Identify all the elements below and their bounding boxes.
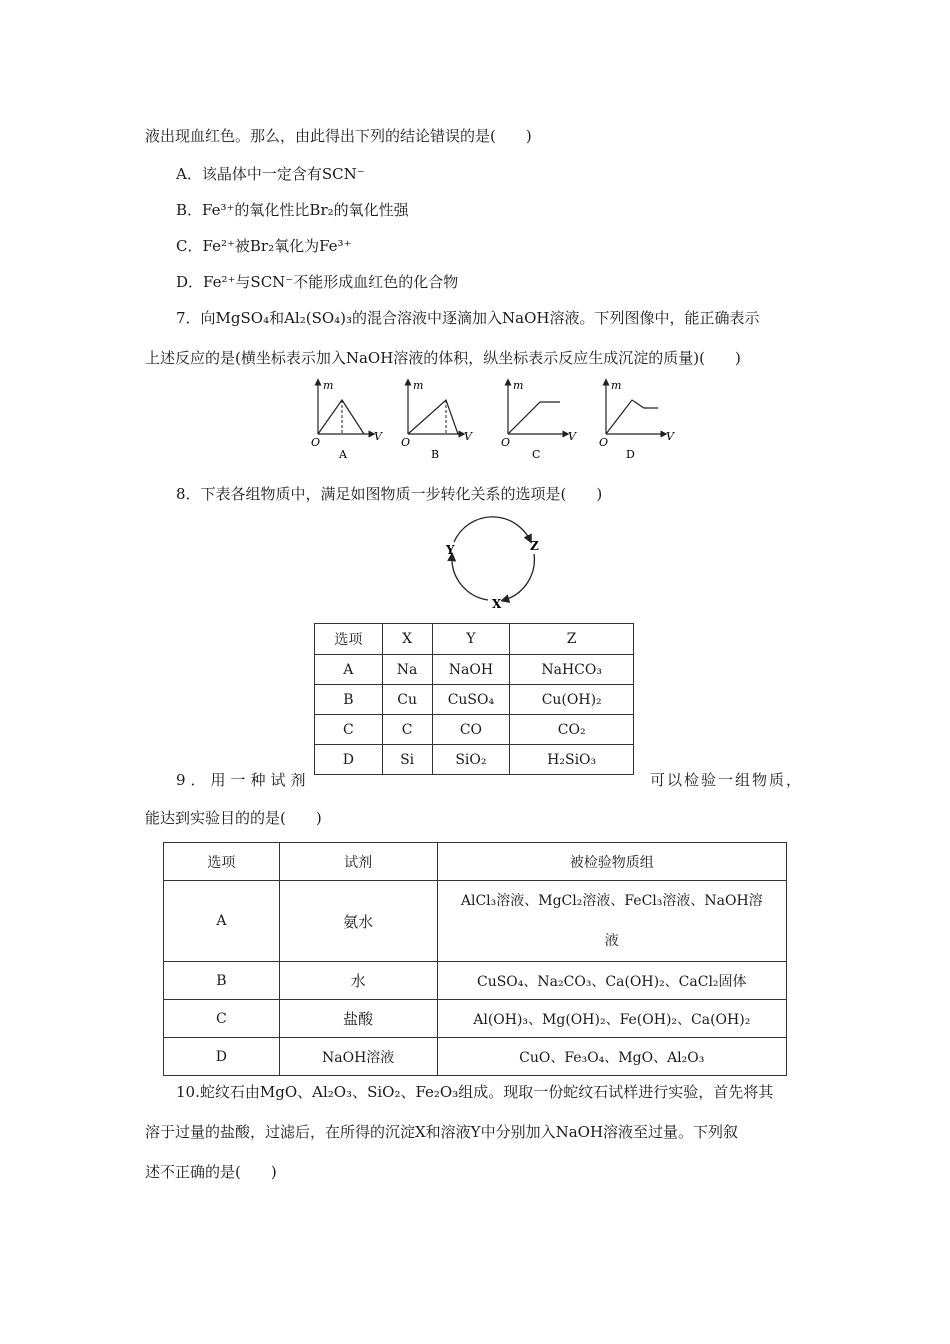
graph-c (501, 379, 577, 461)
q10-line2: 溶于过量的盐酸，过滤后，在所得的沉淀X和溶液Y中分别加入NaOH溶液至过量。下列叙 (145, 1123, 739, 1141)
q6-stem-end: 液出现血红色。那么，由此得出下列的结论错误的是( ) (145, 127, 532, 145)
graph-a-label: A (339, 448, 347, 461)
graph-d-x-label: V (666, 430, 674, 443)
table-row: D NaOH溶液 CuO、Fe₃O₄、MgO、Al₂O₃ (164, 1038, 787, 1076)
cycle-z-label: Z (530, 539, 539, 553)
graph-d-label: D (626, 448, 635, 461)
table-row: A Na NaOH NaHCO₃ (315, 655, 634, 685)
q8-table (314, 623, 634, 775)
q9-header-substances: 被检验物质组 (437, 843, 786, 881)
graph-c-label: C (532, 448, 541, 461)
graph-a-origin: O (311, 436, 321, 449)
q8-header-option: 选项 (315, 624, 383, 655)
q9-line1-right: 可以检验一组物质， (650, 771, 804, 789)
graph-b-label: B (431, 448, 440, 461)
cycle-y-label: Y (446, 543, 455, 557)
graph-d-y-label: m (611, 379, 622, 392)
table-row: C 盐酸 Al(OH)₃、Mg(OH)₂、Fe(OH)₂、Ca(OH)₂ (164, 1000, 787, 1038)
graph-b-x-label: V (464, 430, 472, 443)
q8-cycle-diagram (440, 512, 550, 612)
graph-c-y-label: m (513, 379, 524, 392)
q6-option-b: B．Fe³⁺的氧化性比Br₂的氧化性强 (176, 201, 409, 219)
q8-header-y: Y (432, 624, 510, 655)
q7-line2: 上述反应的是(横坐标表示加入NaOH溶液的体积，纵坐标表示反应生成沉淀的质量)( ) (145, 349, 741, 367)
table-row: D Si SiO₂ H₂SiO₃ (315, 745, 634, 775)
graph-b (401, 379, 473, 461)
q8-header-x: X (382, 624, 432, 655)
q6-option-a: A．该晶体中一定含有SCN⁻ (176, 165, 365, 183)
graph-b-y-label: m (413, 379, 424, 392)
q6-option-d: D．Fe²⁺与SCN⁻不能形成血红色的化合物 (176, 273, 459, 291)
cycle-x-label: X (492, 597, 502, 611)
q10-line3: 述不正确的是( ) (145, 1163, 277, 1181)
graph-d (599, 379, 675, 461)
q9-header-option: 选项 (164, 843, 280, 881)
table-row: B 水 CuSO₄、Na₂CO₃、Ca(OH)₂、CaCl₂固体 (164, 962, 787, 1000)
q7-line1: 7．向MgSO₄和Al₂(SO₄)₃的混合溶液中逐滴加入NaOH溶液。下列图像中，能正确表示 (176, 309, 760, 327)
q8-header-z: Z (510, 624, 634, 655)
q9-header-reagent: 试剂 (279, 843, 437, 881)
graph-a-x-label: V (374, 430, 382, 443)
graph-a-y-label: m (323, 379, 334, 392)
q9-table (163, 842, 787, 1076)
graph-c-origin: O (501, 436, 511, 449)
graph-c-x-label: V (568, 430, 576, 443)
table-row: A 氨水 AlCl₃溶液、MgCl₂溶液、FeCl₃溶液、NaOH溶 液 (164, 881, 787, 962)
q6-option-c: C．Fe²⁺被Br₂氧化为Fe³⁺ (176, 237, 352, 255)
graph-b-origin: O (401, 436, 411, 449)
q9-line2: 能达到实验目的的是( ) (145, 809, 322, 827)
graph-a (311, 379, 383, 461)
table-row: B Cu CuSO₄ Cu(OH)₂ (315, 685, 634, 715)
q10-line1: 10.蛇纹石由MgO、Al₂O₃、SiO₂、Fe₂O₃组成。现取一份蛇纹石试样进行实验，首先将其 (176, 1083, 774, 1101)
graph-d-origin: O (599, 436, 609, 449)
q7-graphs (300, 378, 690, 462)
q9-line1-left: 9．用一种试剂 (176, 771, 311, 789)
table-row: C C CO CO₂ (315, 715, 634, 745)
q8-line1: 8．下表各组物质中，满足如图物质一步转化关系的选项是( ) (176, 485, 603, 503)
